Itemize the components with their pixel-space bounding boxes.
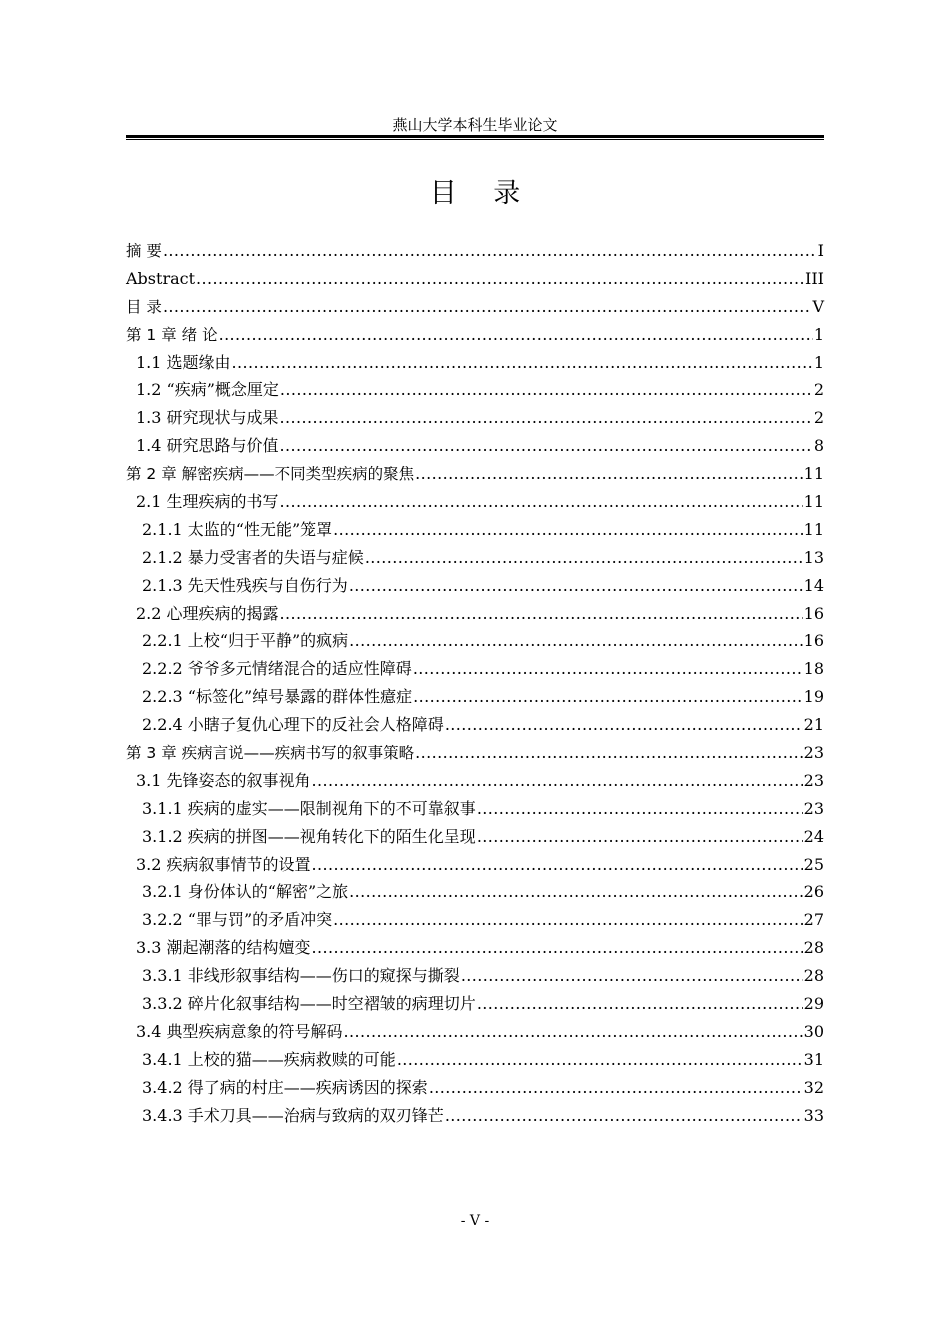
toc-entry-page: 11 (803, 492, 824, 512)
header-rule-thick (126, 135, 824, 138)
toc-entry-title: 3.2.2 “罪与罚”的矛盾冲突 (142, 910, 333, 930)
toc-dot-leader (232, 349, 813, 377)
toc-entry-page: 16 (803, 631, 824, 651)
toc-entry-title: 3.1.2 疾病的拼图——视角转化下的陌生化呈现 (142, 826, 476, 846)
toc-entry-page: 2 (813, 380, 824, 400)
toc-entry-page: 29 (803, 994, 824, 1014)
toc-entry-title: 3.1 先锋姿态的叙事视角 (136, 770, 311, 790)
toc-entry-page: 11 (803, 519, 824, 539)
toc-entry-page: 32 (803, 1077, 824, 1097)
toc-entry[interactable] (126, 293, 824, 321)
toc-entry-page: 31 (803, 1049, 824, 1069)
toc-dot-leader (163, 293, 812, 321)
toc-entry-title: 第 3 章 疾病言说——疾病书写的叙事策略 (126, 744, 415, 763)
toc-entry-page: 18 (803, 659, 824, 679)
toc-entry[interactable] (126, 627, 824, 655)
toc-entry-title: 3.3.2 碎片化叙事结构——时空褶皱的病理切片 (142, 994, 476, 1014)
toc-entry-page: 27 (803, 910, 824, 930)
toc-entry[interactable] (126, 404, 824, 432)
toc-entry[interactable] (126, 655, 824, 683)
toc-dot-leader (445, 1102, 803, 1130)
toc-dot-leader (333, 906, 802, 934)
toc-entry-title: 摘 要 (126, 242, 162, 260)
toc-dot-leader (333, 516, 802, 544)
toc-entry[interactable] (126, 488, 824, 516)
toc-entry[interactable] (126, 460, 824, 488)
toc-dot-leader (477, 823, 803, 851)
toc-entry-title: 3.2 疾病叙事情节的设置 (136, 854, 311, 874)
toc-entry-page: 21 (803, 715, 824, 735)
toc-dot-leader (397, 1046, 803, 1074)
toc-dot-leader (344, 1018, 803, 1046)
toc-dot-leader (280, 600, 803, 628)
toc-entry-page: 1 (813, 352, 824, 372)
toc-entry[interactable] (126, 1074, 824, 1102)
toc-entry[interactable] (126, 321, 824, 349)
toc-entry-title: 1.2 “疾病”概念厘定 (136, 380, 279, 400)
toc-dot-leader (477, 795, 803, 823)
toc-entry-title: 2.2.1 上校“归于平静”的疯病 (142, 631, 349, 651)
toc-entry-page: 30 (803, 1021, 824, 1041)
toc-dot-leader (312, 934, 803, 962)
toc-entry[interactable] (126, 962, 824, 990)
toc-entry-page: I (817, 241, 824, 260)
toc-entry[interactable] (126, 739, 824, 767)
toc-dot-leader (429, 1074, 803, 1102)
toc-dot-leader (280, 404, 813, 432)
toc-dot-leader (196, 265, 804, 293)
toc-entry-title: 第 2 章 解密疾病——不同类型疾病的聚焦 (126, 465, 415, 484)
toc-entry-page: 19 (803, 687, 824, 707)
toc-entry-title: 2.2 心理疾病的揭露 (136, 603, 279, 623)
toc-entry-title: 2.1 生理疾病的书写 (136, 492, 279, 512)
toc-entry-title: 2.2.3 “标签化”绰号暴露的群体性癔症 (142, 687, 413, 707)
toc-entry-title: 3.3 潮起潮落的结构嬗变 (136, 938, 311, 958)
toc-dot-leader (280, 432, 813, 460)
toc-entry-page: 28 (803, 966, 824, 986)
toc-entry-page: V (812, 296, 824, 316)
toc-dot-leader (312, 767, 803, 795)
toc-dot-leader (415, 739, 802, 767)
toc-dot-leader (219, 321, 813, 349)
toc-entry-title: 3.4.1 上校的猫——疾病救赎的可能 (142, 1049, 396, 1069)
toc-dot-leader (413, 655, 803, 683)
toc-dot-leader (477, 990, 803, 1018)
toc-entry-page: 33 (803, 1105, 824, 1125)
toc-entry-title: 3.1.1 疾病的虚实——限制视角下的不可靠叙事 (142, 798, 476, 818)
toc-dot-leader (461, 962, 803, 990)
toc-entry-page: 25 (803, 854, 824, 874)
toc-title: 目 录 (429, 178, 535, 209)
toc-dot-leader (365, 544, 803, 572)
toc-entry-title: 2.1.3 先天性残疾与自伤行为 (142, 575, 348, 595)
toc-entry-page: 11 (803, 464, 824, 484)
toc-entry-title: 1.3 研究现状与成果 (136, 408, 279, 428)
toc-entry-page: 8 (813, 436, 824, 456)
toc-entry-title: Abstract (126, 268, 196, 288)
toc-entry[interactable] (126, 349, 824, 377)
toc-entry[interactable] (126, 1046, 824, 1074)
toc-dot-leader (312, 851, 803, 879)
toc-entry-page: 24 (803, 826, 824, 846)
toc-entry[interactable] (126, 683, 824, 711)
toc-entry[interactable] (126, 432, 824, 460)
toc-entry-title: 3.4.2 得了病的村庄——疾病诱因的探索 (142, 1077, 428, 1097)
page-number: - V - (460, 1213, 490, 1229)
toc-entry[interactable] (126, 823, 824, 851)
toc-entry-title: 1.4 研究思路与价值 (136, 436, 279, 456)
toc-entry[interactable] (126, 572, 824, 600)
toc-entry[interactable] (126, 265, 824, 293)
toc-entry-page: 1 (813, 324, 824, 344)
table-of-contents (126, 237, 824, 1130)
toc-entry-title: 3.4.3 手术刀具——治病与致病的双刃锋芒 (142, 1105, 444, 1125)
toc-dot-leader (415, 460, 802, 488)
toc-entry-page: 23 (803, 770, 824, 790)
toc-entry[interactable] (126, 878, 824, 906)
toc-entry-page: 23 (803, 743, 824, 763)
toc-entry-title: 3.4 典型疾病意象的符号解码 (136, 1021, 343, 1041)
toc-dot-leader (163, 237, 817, 265)
toc-entry-page: 13 (803, 547, 824, 567)
toc-entry[interactable] (126, 767, 824, 795)
toc-entry[interactable] (126, 1018, 824, 1046)
toc-entry[interactable] (126, 376, 824, 404)
toc-dot-leader (349, 627, 802, 655)
toc-entry-title: 3.3.1 非线形叙事结构——伤口的窥探与撕裂 (142, 966, 460, 986)
toc-entry-title: 第 1 章 绪 论 (126, 325, 218, 344)
toc-dot-leader (445, 711, 803, 739)
toc-entry[interactable] (126, 906, 824, 934)
toc-entry-title: 2.1.2 暴力受害者的失语与症候 (142, 547, 364, 567)
toc-entry-page: 16 (803, 603, 824, 623)
toc-entry[interactable] (126, 711, 824, 739)
toc-dot-leader (280, 488, 803, 516)
toc-entry[interactable] (126, 990, 824, 1018)
toc-entry[interactable] (126, 1102, 824, 1130)
toc-entry-page: III (805, 268, 824, 288)
toc-entry-page: 14 (803, 575, 824, 595)
toc-dot-leader (349, 878, 802, 906)
toc-entry[interactable] (126, 851, 824, 879)
toc-entry-page: 23 (803, 798, 824, 818)
toc-entry[interactable] (126, 795, 824, 823)
toc-entry-page: 28 (803, 938, 824, 958)
toc-entry-page: 26 (803, 882, 824, 902)
toc-dot-leader (349, 572, 803, 600)
toc-entry-title: 2.2.2 爷爷多元情绪混合的适应性障碍 (142, 659, 412, 679)
toc-entry-title: 2.2.4 小瞎子复仇心理下的反社会人格障碍 (142, 715, 444, 735)
toc-entry-title: 2.1.1 太监的“性无能”笼罩 (142, 519, 333, 539)
toc-entry[interactable] (126, 237, 824, 265)
toc-dot-leader (280, 376, 813, 404)
toc-entry[interactable] (126, 934, 824, 962)
toc-entry[interactable] (126, 516, 824, 544)
page-header: 燕山大学本科生毕业论文 (392, 116, 558, 134)
toc-entry[interactable] (126, 600, 824, 628)
toc-entry-title: 目 录 (126, 297, 162, 316)
header-rule-thin (126, 139, 824, 140)
toc-entry-title: 3.2.1 身份体认的“解密”之旅 (142, 882, 349, 902)
toc-dot-leader (413, 683, 802, 711)
toc-entry[interactable] (126, 544, 824, 572)
toc-entry-page: 2 (813, 408, 824, 428)
toc-entry-title: 1.1 选题缘由 (136, 352, 231, 372)
